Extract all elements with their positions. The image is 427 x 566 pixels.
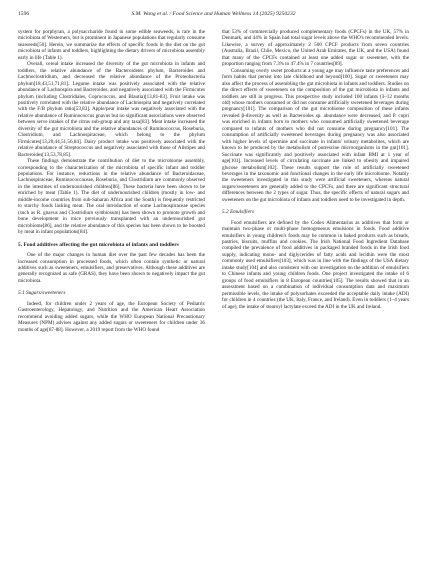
right-column (222, 29, 409, 310)
section-heading: 5. Food additives affecting the gut microbiota of infants and toddlers (18, 241, 179, 248)
journal-citation: S.M. Wang et al. / Food Science and Human Wellness 14 (2025) 9250232 (131, 11, 296, 17)
body-paragraph: Consuming overly sweet products at a young age may influence taste preferences and form habits that persist into late childhood and beyond[100]. Sugar or sweeteners may also affect the process of assembling the gut microbiota in infants and toddlers. Studies on the direct effects of sweeteners on the composition of the gut microbiota in infants and toddlers are still in progress. This prospective study included 100 infants (3–12 months old) whose mothers consumed or did not consume artificially sweetened beverages during pregnancy[101]. The comparison of the gut microbiome composition of these infants revealed β-diversity as well as Bacteroides sp. abundance were decreased, and P. copri was enriched in infants born to mothers who consumed artificially sweetened beverage compared to infants of mothers who did not consume during pregnancy[101]. The consumption of artificially sweetened beverages during pregnancy was also associated with higher levels of spermine and succinate in infants' urinary metabolites, which are known to be produced by the metabolism of putrescine microorganisms in the gut[101]. Succinate was significantly and positively associated with infant BMI at 1 year of age[101]. Increased levels of circulating succinate are linked to obesity and impaired glucose metabolism[102]. These results support the role of artificially sweetened beverages in the taxonomic and functional changes in the early life microbiome. Notably the sweeteners investigated in this study were artificial sweeteners, whereas natural sugars/sweeteners are generally added to the CPCFs, and there are significant structural differences between the 2 types of sugar. Thus, the specific effects of natural sugars and sweeteners on the gut microbiota of infants and toddlers need to be investigated in depth. (222, 67, 409, 203)
body-paragraph: that 53% of commercially produced complementary foods (CPCFs) in the UK, 57% in Denmark, and 44% in Spain had total sugar levels above the WHO's recommended levels. Likewise, a survey of approximately 2 500 CPCF products from seven countries (Australia, Brazil, Chile, Mexico, the United Arab Emirates, the UK, and the USA) found that many of the CPCFs contained at least one added sugar or sweetener, with the proportion ranging from 7.3% to 47.4% in 7 countries[89]. (222, 29, 409, 68)
subsection-heading: 5.2 Emulsifiers (222, 209, 255, 216)
page-number: 1596 (18, 11, 30, 17)
subsection-heading: 5.1 Sugars/sweeteners (18, 290, 66, 297)
body-paragraph: Indeed, for children under 2 years of age, the European Society of Pediatric Gastroenterology, Hepatology, and Nutrition and the American Heart Association recommend avoiding added sugars, while the WHO European National Precautionary Measures (NPM) advises against any added sugars or sweeteners for children under 36 months of age[87-88]. However, a 2019 report from the WHO found (18, 300, 205, 333)
left-column (18, 29, 205, 333)
body-paragraph: These findings demonstrate the contribution of diet to the microbiome assembly, corresponding to the characterization of the microbiota of specific infant and toddler populations. For instance, reductions in the relative abundance of Bacteroidaceae, Lachnospiraceae, Ruminococcaceae, Roseburia, and Clostridium are commonly observed in the intestines of undernourished children[86]. These bacteria have been shown to be enriched by meat (Table 1). The diet of undernourished children (mostly in low- and middle-income countries from sub-Saharan Africa and the South) is frequently restricted to starchy foods lacking meat. The oral introduction of some Lachnospiraceae species (such as R. gnavus and Clostridium symbiosum) has been shown to promote growth and bone development in mice previously transplanted with an undernourished gut microbiome[86], and the relative abundance of this species has been shown to be boosted by meat in infant populations[84]. (18, 158, 205, 236)
body-paragraph: Overall, cereal intake increased the diversity of the gut microbiota in infants and toddlers, the relative abundance of the Bacteroidetes phylum, Bacteroides and Lachnoclostridium, and decreased the relative abundance of the Proteobacteria phylum[18,43,51,71,81]. Legume intake was positively associated with the relative abundance of Lachnospira and Bacteroides, and negatively associated with the Firmicutes phylum (including Clostridiales, Coprococcus, and Blautia)[13,81-83]. Fruit intake was positively correlated with the relative abundance of Lachnospira and negatively correlated with the F/B phylum ratio[53,83]. Apple/pear intake was negatively associated with the relative abundance of Ruminococcus gnavus but no significant associations were observed between serve intakes of the citrus sub-group and any taxa[83]. Meat intake increased the diversity of the gut microbiota and the relative abundances of Ruminococcus, Roseburia, Clostridium, and Lachnospiraceae, which belong to the phylum Firmicutes[13,20,44,51,56,84]. Dairy product intake was positively associated with the relative abundance of Streptococcus and negatively associated with those of Alistipes and Bacteroides[13,53,78,85]. (18, 61, 205, 158)
body-paragraph: system for porphyran, a polysaccharide found in some edible seaweeds, is rare in the microbiota of Westerners, but is prominent in Japanese populations that regularly consume seaweeds[50]. Herein, we summarize the effects of specific foods in the diet on the gut microbiota of infants and toddlers, highlighting the dietary drivers of microbiota assembly early in life (Table 1). (18, 29, 205, 61)
body-paragraph: One of the major changes in human diet over the past few decades has been the increased consumption in processed foods, which often contain synthetic or natural additives such as sweeteners, emulsifiers, and preservatives. Although these additives are generally recognized as safe (GRAS), they have been shown to negatively impact the gut microbiota. (18, 252, 205, 284)
page-header (18, 11, 409, 21)
body-paragraph: Food emulsifiers are defined by the Codex Alimentarius as additives that form or maintain two-phase or multi-phase homogeneous emulsions in foods. Food additive emulsifiers in young children's foods may be common in baked products such as breads, pastries, biscuits, muffins and cookies. The Irish National Food Ingredient Database compiled the prevalence of food additives in packaged branded foods in the Irish food supply, indicating mono- and diglycerides of fatty acids and lecithin were the most commonly used emulsifiers[103], which was in line with the findings of the USA dietary intake study[104] and also consistent with our investigation on the addition of emulsifiers to Chinese infants and young children foods. One project investigated the intake of 6 groups of food emulsifiers in 8 European countries[105]. The results showed that in an assessment based on a combination of individual consumption data and maximum permissible levels, the intake of polysorbates exceeded the acceptable daily intake (ADI) for children in 4 countries (the UK, Italy, France, and Ireland). Even in toddlers (1–4 years of age), the intake of stearoyl lactylate exceed the ADI in the UK and Ireland. (222, 219, 409, 310)
